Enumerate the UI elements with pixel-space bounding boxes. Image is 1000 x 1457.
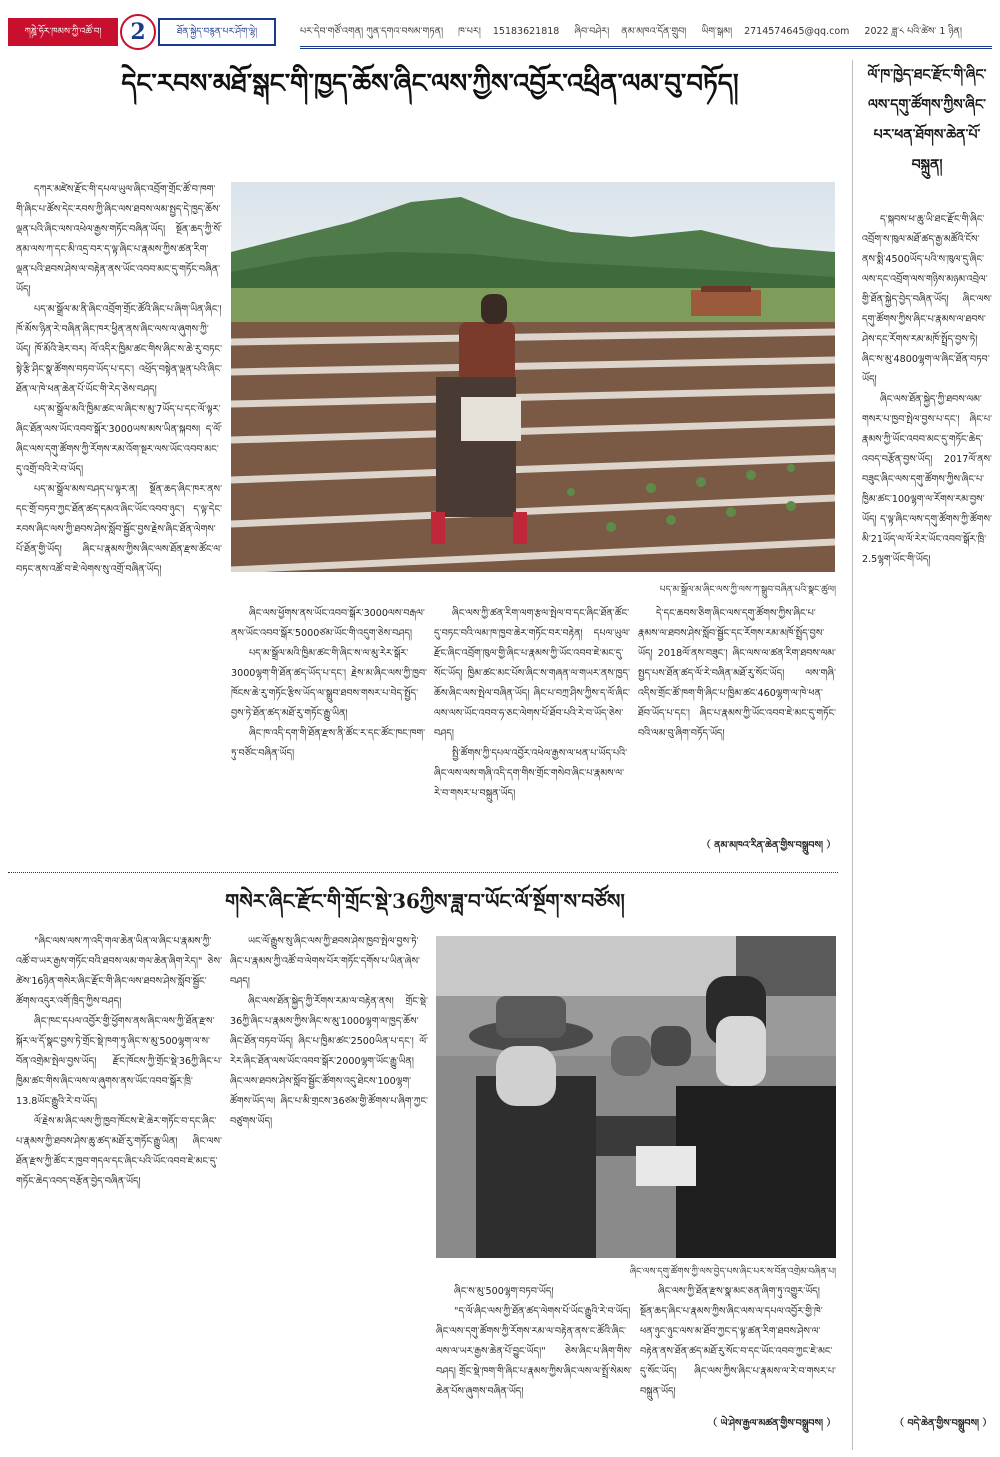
paragraph: ཞིང་ལས་ཐོན་སྐྱེད་ཀྱི་ཐབས་ལམ་གསར་པ་ཁྱབ་སྤེལ་བྱས་པ་དང་། ཞིང་པ་རྣམས་ཀྱི་ཡོང་འབབ་མང་དུ་གཏོང་ཆེད་འབད་བརྩོན་བྱས་ཡོད། 2017ལོ་ནས་བཟུང་ཞིང་ལས་དགུ་ཚོགས་ཀྱིས་ཞིང་པ་ཁྱིམ་ཚང་100ལྷག་ལ་རོགས་རམ་བྱས་ཡོད། ད་ལྟ་ཞིང་ལས་དགུ་ཚོགས་ཀྱི་ཚོགས་མི་21ཡོད་ལ་ལོ་རེར་ཡོང་འབབ་སྒོར་ཁྲི་2.5ལྷག་ཡོང་གི་ཡོད། [862,394,992,565]
article2-col3 [436,1282,632,1432]
article1-col3 [434,604,630,856]
paragraph: པད་མ་སྒྲོལ་མའི་ཁྱིམ་ཚང་ལ་ཞིང་ས་མུ་7ཡོད་པ་དང་ལོ་ལྟར་ཞིང་ཐོན་ལས་ཡོང་འབབ་སྒོར་3000ཡས་མས་ཡིན་སྐབས། ད་ལོ་ཞིང་ལས་དགུ་ཚོགས་ཀྱི་རོགས་རམ་འོག་སྔར་ལས་ཡོང་འབབ་མང་དུ་འགྲོ་བའི་རེ་བ་ཡོད། [16,404,222,475]
page-number: 2 [120,14,156,50]
article1-col4 [638,604,836,836]
farm-photo [231,182,835,572]
paragraph: པད་མ་སྒྲོལ་མའི་ཁྱིམ་ཚང་གི་ཞིང་ས་ལ་མུ་རེར་སྒོར་3000ལྷག་གི་ཐོན་ཚད་ཡོད་པ་དང་། རྗེས་མ་ཞིང་ལས་ཀྱི་ཁྱབ་ཁོངས་ཆེ་རུ་གཏོང་རྩིས་ཡོད་ལ་སྒྲུབ་ཐབས་གསར་པ་བེད་སྤྱོད་བྱས་ཏེ་ཐོན་ཚད་མཐོ་རུ་གཏོང་རྒྱུ་ཡིན། [231,648,427,719]
article2-byline: （ ཡེ་ཤེས་རྒྱལ་མཚན་གྱིས་བསྒྲུབས། ） [707,1418,836,1429]
article2-col4 [640,1282,836,1412]
article1-col1 [16,180,222,856]
paragraph: པད་མ་སྒྲོལ་མ་ནི་ཞིང་འབྲོག་གྲོང་ཚོའི་ཞིང་པ་ཞིག་ཡིན་ཞིང་། ཁོ་མོས་ཉིན་རེ་བཞིན་ཞིང་ཁར་ཕྱིན་ནས་ཞིང་ལས་ལ་ཞུགས་ཀྱི་ཡོད། ཁོ་མོའི་ཟེར་བར། ལོ་འདིར་ཁྱིམ་ཚང་གིས་ཞིང་ས་ཆེ་རུ་བཏང་སྟེ་རྩི་ཤིང་སྣ་ཚོགས་བཏབ་ཡོད་པ་དང་། འཕྲོད་བསྟེན་ལྡན་པའི་ཞིང་ཐོན་ལ་ཁེ་ཕན་ཆེན་པོ་ཡོང་གི་རེད་ཅེས་བཤད། [16,304,222,395]
column-rule [852,60,853,1450]
article2-col2 [230,932,428,1438]
paragraph: དཀར་མཛེས་རྫོང་གི་དཔལ་ཡུལ་ཞིང་འབྲོག་གྲོང་ཚོ་བ་ཁག་གི་ཞིང་པ་ཚོས་དེང་རབས་ཀྱི་ཞིང་ལས་ཐབས་ལམ་སྤྱད་དེ་ཁྱད་ཆོས་ལྡན་པའི་ཞིང་ལས་འཕེལ་རྒྱས་གཏོང་བཞིན་ཡོད། སྔོན་ཆད་ཀྱི་སོ་ནམ་ལས་ཀ་དང་མི་འདྲ་བར་ད་ལྟ་ཞིང་པ་རྣམས་ཀྱིས་ཚན་རིག་ལྡན་པའི་ཐབས་ཤེས་ལ་བརྟེན་ནས་ཡོང་འབབ་མང་དུ་གཏོང་བཞིན་ཡོད། [16,184,222,295]
paragraph: "ད་ལོ་ཞིང་ལས་ཀྱི་ཐོན་ཚད་ལེགས་པོ་ཡོང་རྒྱུའི་རེ་བ་ཡོད། ཞིང་ལས་དགུ་ཚོགས་ཀྱི་རོགས་རམ་ལ་བརྟེན་ནས་ང་ཚོའི་ཞིང་ལས་ལ་ཡར་རྒྱས་ཆེན་པོ་བྱུང་ཡོད།" ཅེས་ཞིང་པ་ཞིག་གིས་བཤད། གྲོང་སྡེ་ཁག་གི་ཞིང་པ་རྣམས་ཀྱིས་ཞིང་ལས་ལ་སྤྲོ་སེམས་ཆེན་པོས་ཞུགས་བཞིན་ཡོད། [436,1306,632,1397]
check-label: ཞིབ་བཤེར། [574,26,610,37]
phone: 15183621818 [492,26,560,37]
editor: པར་དེབ་གཙོ་འགན། ཀུན་དགའ་བསམ་གཏན། [300,26,444,37]
section-name: ཐོན་སྐྱེད་བརྙན་པར་ཤོག་ལྷེ། [158,18,276,46]
article1-col2 [231,604,427,856]
issue-date: 2022 ཟླ་༨ པའི་ཚེས་ 1 ཉིན། [864,26,962,37]
paragraph: ད་སྐབས་ཕ་ཆུ་ཡི་ཐང་རྫོང་གི་ཞིང་འབྲོག་ས་ཁུལ་མཐོ་ཚད་རྒྱ་མཚོའི་ངོས་ནས་སྨི་4500ཡོད་པའི་ས་ཁུལ་དུ་ཞིང་ལས་དང་འབྲོག་ལས་གཉིས་མཉམ་འབྲེལ་གྱི་ཐོན་སྐྱེད་བྱེད་བཞིན་ཡོད། ཞིང་ལས་དགུ་ཚོགས་ཀྱིས་ཞིང་པ་རྣམས་ལ་ཐབས་ཤེས་དང་རོགས་རམ་མཁོ་སྤྲོད་བྱས་ཏེ། ཞིང་ས་མུ་4800ལྷག་ལ་ཞིང་ཐོན་བཏབ་ཡོད། [862,214,992,385]
sidebar-byline: （ བདེ་ཆེན་གྱིས་བསྒྲུབས། ） [894,1418,992,1429]
paragraph: ཞིང་ལས་ཀྱི་ཚན་རིག་ལག་རྩལ་སྤེལ་བ་དང་ཞིང་ཐོན་ཚོང་དུ་བཏང་བའི་ལམ་ཁ་ཁྱབ་ཆེར་གཏོང་བར་བརྟེན། དཔལ་ཡུལ་རྫོང་ཞིང་འབྲོག་ཁུལ་གྱི་ཞིང་པ་རྣམས་ཀྱི་ཡོང་འབབ་ཇེ་མང་དུ་སོང་ཡོད། ཁྱིམ་ཚང་མང་པོས་ཞིང་ས་གཞན་ལ་གཡར་ནས་ཁྱད་ཆོས་ཞིང་ལས་སྤེལ་བཞིན་ཡོད། ཞིང་པ་བཀྲ་ཤིས་ཀྱིས་ད་ལོ་ཞིང་ལས་ལས་ཡོང་འབབ་ཧ་ཅང་ལེགས་པོ་ཐོབ་པའི་རེ་བ་ཡོད་ཅེས་བཤད། [434,608,630,739]
article2-title: གསེར་ཞིང་རྫོང་གི་གྲོང་སྡེ་36ཀྱིས་ཟླ་བ་ཡོང་ལོ་སྔོག་ས་བཙོས། [225,889,625,913]
paragraph: ཞིང་ལས་ཕྱོགས་ནས་ཡོང་འབབ་སྒོར་3000ལས་བརྒལ་ནས་ཡོང་འབབ་སྒོར་5000ཙམ་ཡོང་གི་འདུག་ཅེས་བཤད། [231,608,425,639]
checker: ནམ་མཁའ་དོན་གྲུབ། [621,26,687,37]
paragraph: ཞིང་ལས་ཀྱི་ཐོན་རྫས་སྣ་མང་ཅན་ཞིག་ཏུ་འགྱུར་ཡོད། སྔོན་ཆད་ཞིང་པ་རྣམས་ཀྱིས་ཞིང་ལས་ལ་དཔལ་འབྱོར་གྱི་ཁེ་ཕན་ཉུང་ཉུང་ལས་མ་ཐོབ་ཀྱང་ད་ལྟ་ཚན་རིག་ཐབས་ཤེས་ལ་བརྟེན་ནས་ཐོན་ཚད་མཐོ་རུ་སོང་བ་དང་ཡོང་འབབ་ཀྱང་ཇེ་མང་དུ་སོང་ཡོད། ཞིང་ལས་ཀྱིས་ཞིང་པ་རྣམས་ལ་རེ་བ་གསར་པ་བསྐྲུན་ཡོད། [640,1286,836,1397]
paragraph: པད་མ་སྒྲོལ་མས་བཤད་པ་ལྟར་ན། སྔོན་ཆད་ཞིང་ཁར་ནས་དང་གྲོ་བཏབ་ཀྱང་ཐོན་ཚད་དམའ་ཞིང་ཡོང་འབབ་ཉུང་། ད་ལྟ་དེང་རབས་ཞིང་ལས་ཀྱི་ཐབས་ཤེས་སློབ་སྦྱོང་བྱས་རྗེས་ཞིང་ཐོན་ལེགས་པོ་ཐོན་གྱི་ཡོད། ཞིང་པ་རྣམས་ཀྱིས་ཞིང་ལས་ཐོན་རྫས་ཚོང་ལ་བཏང་ནས་འཚོ་བ་ཇེ་ལེགས་སུ་འགྲོ་བཞིན་ཡོད། [16,484,222,575]
event-photo [436,936,836,1258]
paragraph: ཡང་ལོ་རྒྱུས་སུ་ཞིང་ལས་ཀྱི་ཐབས་ཤེས་ཁྱབ་སྤེལ་བྱས་ཏེ་ཞིང་པ་རྣམས་ཀྱི་འཚོ་བ་ལེགས་པོར་གཏོང་དགོས་པ་ཡིན་ཞེས་བཤད། [230,936,420,987]
article2-col1 [16,932,222,1438]
article1-byline: （ ནམ་མཁའ་རིན་ཆེན་གྱིས་བསྒྲུབས། ） [701,840,836,851]
paragraph: "ཞིང་ལས་ལས་ཀ་འདི་གལ་ཆེན་ཡིན་ལ་ཞིང་པ་རྣམས་ཀྱི་འཚོ་བ་ཡར་རྒྱས་གཏོང་བའི་ཐབས་ལམ་གལ་ཆེན་ཞིག་རེད།" ཅེས་ཚེས་16ཉིན་གསེར་ཞིང་རྫོང་གི་ཞིང་ལས་ཐབས་ཤེས་སློབ་སྦྱོང་ཚོགས་འདུར་འགོ་ཁྲིད་ཀྱིས་བཤད། [16,936,222,1007]
masthead-rule-2 [300,48,992,49]
masthead-info [300,22,992,42]
photo1-caption: པད་མ་སྒྲོལ་མ་ཞིང་ལས་ཀྱི་ལས་ཀ་སྒྲུབ་བཞིན་པའི་སྣང་ཚུལ། [659,585,836,595]
paragraph: ལོ་རྗེས་མ་ཞིང་ལས་ཀྱི་ཁྱབ་ཁོངས་ཇེ་ཆེར་གཏོང་བ་དང་ཞིང་པ་རྣམས་ཀྱི་ཐབས་ཤེས་ཆུ་ཚད་མཐོ་རུ་གཏོང་རྒྱུ་ཡིན། ཞིང་ལས་ཐོན་རྫས་ཀྱི་ཚོང་ར་ཁྱབ་གདལ་དང་ཞིང་པའི་ཡོང་འབབ་ཇེ་མང་དུ་གཏོང་ཆེད་འབད་བརྩོན་བྱེད་བཞིན་ཡོད། [16,1116,222,1187]
paragraph: དེ་དང་ཆབས་ཅིག་ཞིང་ལས་དགུ་ཚོགས་ཀྱིས་ཞིང་པ་རྣམས་ལ་ཐབས་ཤེས་སློབ་སྦྱོང་དང་རོགས་རམ་མཁོ་སྤྲོད་བྱས་ཡོད། 2018ལོ་ནས་བཟུང་། ཞིང་ལས་ལ་ཚན་རིག་ཐབས་ལམ་སྤྱད་པས་ཐོན་ཚད་ལོ་རེ་བཞིན་མཐོ་རུ་སོང་ཡོད། ལས་གཞི་འདིས་གྲོང་ཚོ་ཁག་གི་ཞིང་པ་ཁྱིམ་ཚང་460ལྷག་ལ་ཁེ་ཕན་ཐོབ་ཡོད་པ་དང་། ཞིང་པ་རྣམས་ཀྱི་ཡོང་འབབ་ཇེ་མང་དུ་གཏོང་བའི་ལམ་བུ་ཞིག་བཏོད་ཡོད། [638,608,836,739]
paragraph: ཞིང་ཁ་འདི་དག་གི་ཐོན་རྫས་ནི་ཚོང་ར་དང་ཚོང་ཁང་ཁག་ཏུ་བཙོང་བཞིན་ཡོད། [231,728,426,759]
masthead-rule [300,46,992,47]
photo2-caption: ཞིང་ལས་དགུ་ཚོགས་ཀྱི་ལས་བྱེད་པས་ཞིང་པར་ས་བོན་འགྲེམ་བཞིན་པ། [629,1267,836,1277]
masthead [8,14,992,50]
paper-name: ཀཎྜེ་ཧོར་ཁམས་ཀྱི་འཚོ་བ། [8,18,118,46]
paragraph: ཞིང་ས་མུ་500ལྷག་བཏབ་ཡོད། [454,1286,554,1297]
sidebar-body [862,210,992,1410]
phone-label: ཁ་པར། [458,26,481,37]
paragraph: སྤྱི་ཚོགས་ཀྱི་དཔལ་འབྱོར་འཕེལ་རྒྱས་ལ་ཕན་པ་ཡོད་པའི་ཞིང་ལས་ལས་གཞི་འདི་དག་གིས་གྲོང་གསེབ་ཞིང་པ་རྣམས་ལ་རེ་བ་གསར་པ་བསྐྲུན་ཡོད། [434,748,628,799]
paragraph: ཞིང་ལས་ཐོན་སྐྱེད་ཀྱི་རོགས་རམ་ལ་བརྟེན་ནས། གྲོང་སྡེ་36ཀྱི་ཞིང་པ་རྣམས་ཀྱིས་ཞིང་ས་མུ་1000ལྷག་ལ་ཁྱད་ཆོས་ཞིང་ཐོན་བཏབ་ཡོད། ཞིང་པ་ཁྱིམ་ཚང་2500ཡིན་པ་དང་། ལོ་རེར་ཞིང་ཐོན་ལས་ཡོང་འབབ་སྒོར་2000ལྷག་ཡོང་རྒྱུ་ཡིན། ཞིང་ལས་ཐབས་ཤེས་སློབ་སྦྱོང་ཚོགས་འདུ་ཐེངས་100ལྷག་ཚོགས་ཡོད་ལ། ཞིང་པ་མི་གྲངས་36ཙམ་གྱི་ཚོགས་པ་ཞིག་ཀྱང་བཙུགས་ཡོད། [230,996,428,1127]
email: 2714574645@qq.com [744,26,850,37]
article1-title: དེང་རབས་མཐོ་སྒང་གི་ཁྱད་ཆོས་ཞིང་ལས་ཀྱིས་འབྱོར་འཕྲིན་ལམ་བུ་བཏོད། [121,69,739,99]
paragraph: ཞིང་ཁང་དཔལ་འབྱོར་གྱི་ཕྱོགས་ནས་ཞིང་ལས་ཀྱི་ཐོན་རྫས་སྐོར་ལ་དོ་སྣང་བྱས་ཏེ་གྲོང་སྡེ་ཁག་ཏུ་ཞིང་ས་མུ་500ལྷག་ལ་ས་བོན་འགྲེམ་སྤེལ་བྱས་ཡོད། རྫོང་ཁོངས་ཀྱི་གྲོང་སྡེ་36ཀྱི་ཞིང་པ་ཁྱིམ་ཚང་གིས་ཞིང་ལས་ལ་ཞུགས་ནས་ཡོང་འབབ་སྒོར་ཁྲི་13.8ཡོང་རྒྱུའི་རེ་བ་ཡོད། [16,1016,222,1107]
email-label: ཡིག་སྒམ། [701,26,733,37]
section-divider [8,872,838,873]
sidebar-title: ལོ་ཁ་ཁྱེད་ཐང་རྫོང་གི་ཞིང་ལས་དགུ་ཚོགས་ཀྱིས་ཞིང་པར་ཕན་ཐོགས་ཆེན་པོ་བསྐྲུན། [867,67,987,173]
